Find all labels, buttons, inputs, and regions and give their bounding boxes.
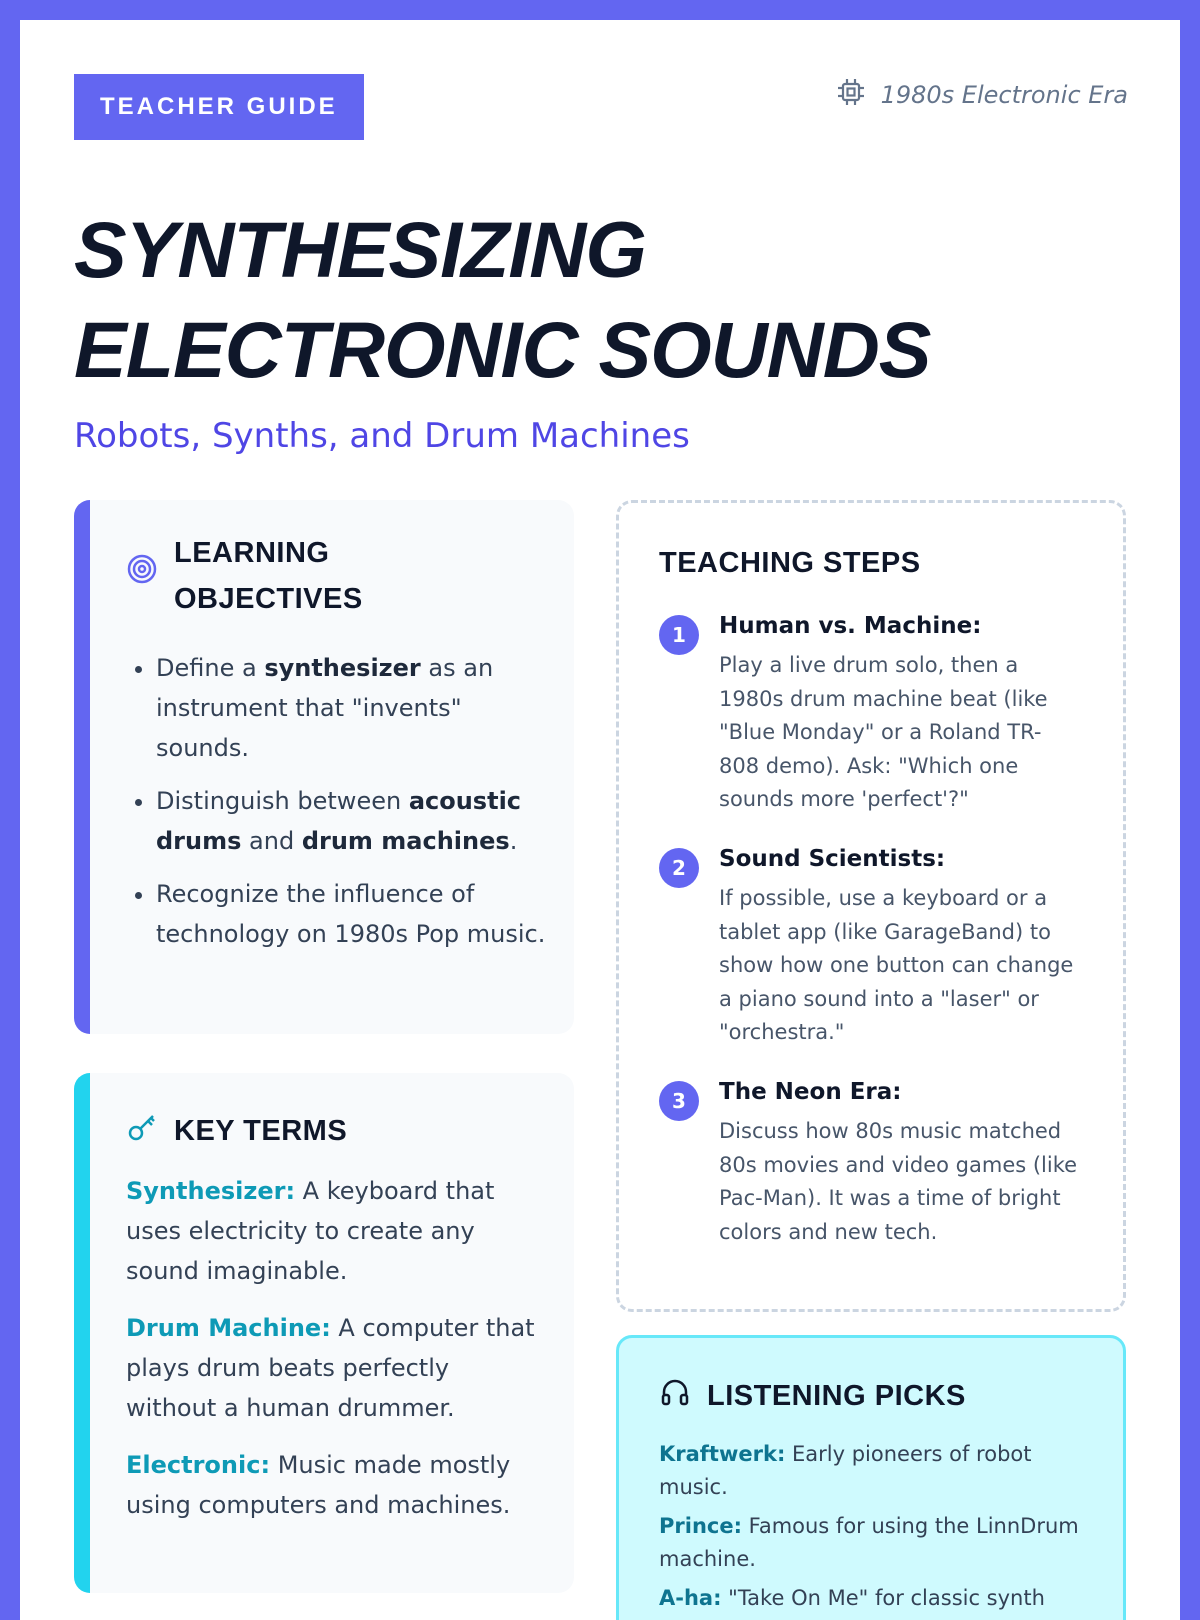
objectives-list [134,648,556,967]
pick-artist: Prince: [659,1514,742,1538]
term-item [126,1171,546,1291]
objectives-heading-text [174,530,363,622]
target-icon [126,553,158,599]
pick-note: Early pioneers of robot music. [659,1442,1032,1499]
objective-text: as an instrument that "invents" sounds. [156,654,494,762]
term-label: Synthesizer: [126,1177,296,1205]
term-definition: A computer that plays drum beats perfectly without a human drummer. [126,1314,535,1422]
objectives-heading [126,530,506,622]
step-description: If possible, use a keyboard or a tablet app (like GarageBand) to show how one button can change a piano sound into a "laser" or "orchestra." [719,886,1074,1044]
objective-bold: acoustic drums [156,787,522,855]
key-terms-heading [126,1111,347,1151]
listening-picks-heading [659,1376,966,1416]
objective-text: . [509,827,518,855]
headphones-icon [659,1376,691,1416]
objective-text: Distinguish between [156,787,409,815]
listening-pick [659,1438,1079,1504]
page-subtitle: Robots, Synths, and Drum Machines [74,416,690,456]
objective-bold: synthesizer [264,654,421,682]
key-terms-heading-text: KEY TERMS [174,1114,348,1147]
objective-bold: drum machines [301,827,510,855]
key-icon [126,1111,158,1151]
teaching-steps-heading: TEACHING STEPS [659,547,921,579]
step-number: 3 [659,1081,699,1121]
era-tag [835,76,1128,114]
term-item [126,1445,546,1525]
step-title: Human vs. Machine: [719,613,982,639]
step-number: 1 [659,615,699,655]
step-title: Sound Scientists: [719,846,946,872]
term-item [126,1308,546,1428]
list-item [156,648,556,768]
objectives-heading-line-1: LEARNING [174,537,330,569]
term-definition: A keyboard that uses electricity to create any sound imaginable. [126,1177,495,1285]
pick-note: Famous for using the LinnDrum machine. [659,1514,1079,1571]
page-title [74,200,1134,400]
key-terms-card [74,1073,574,1593]
objective-text: Define a [156,654,265,682]
term-label: Drum Machine: [126,1314,331,1342]
listening-picks-card [616,1335,1126,1620]
listening-pick [659,1582,1079,1615]
term-label: Electronic: [126,1451,271,1479]
learning-objectives-card [74,500,574,1034]
pick-artist: Kraftwerk: [659,1442,786,1466]
title-line-1: SYNTHESIZING [74,205,646,294]
step-number: 2 [659,848,699,888]
list-item [156,781,556,861]
listening-heading-text: LISTENING PICKS [707,1379,966,1412]
objective-text: Recognize the influence of technology on 1980s Pop music. [156,880,546,948]
step-description: Discuss how 80s music matched 80s movies and video games (like Pac-Man). It was a time of bright colors and new tech. [719,1119,1078,1244]
teacher-guide-badge: TEACHER GUIDE [74,74,364,140]
pick-artist: A-ha: [659,1586,722,1610]
chip-icon [835,76,867,114]
lesson-page [20,20,1180,1620]
step-title: The Neon Era: [719,1079,902,1105]
title-line-2: ELECTRONIC SOUNDS [74,305,931,394]
objective-text: and [241,827,302,855]
term-definition: Music made mostly using computers and machines. [126,1451,511,1519]
step-description: Play a live drum solo, then a 1980s drum machine beat (like "Blue Monday" or a Roland TR-808 demo). Ask: "Which one sounds more 'perfect'?" [719,653,1048,811]
teaching-steps-card [616,500,1126,1312]
listening-pick [659,1510,1079,1576]
era-label: 1980s Electronic Era [880,81,1128,109]
objectives-heading-line-2: OBJECTIVES [174,583,363,615]
list-item [156,874,556,954]
pick-note: "Take On Me" for classic synth [721,1586,1045,1610]
